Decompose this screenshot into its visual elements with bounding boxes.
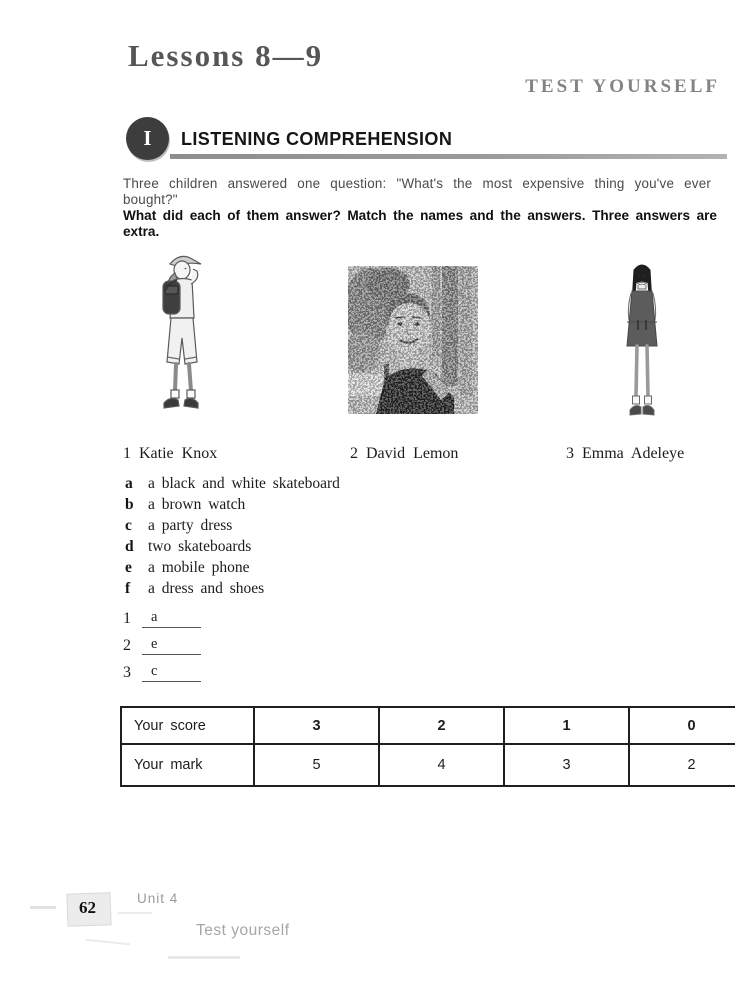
mark-value: 4 <box>379 744 504 786</box>
name-emma <box>566 445 684 463</box>
option-letter: f <box>125 580 131 597</box>
footer-unit: Unit 4 <box>137 891 179 906</box>
name-label: Emma Adeleye <box>582 445 685 462</box>
section-badge <box>126 117 169 160</box>
section-badge-numeral: I <box>143 126 152 150</box>
footer-subtitle: Test yourself <box>196 922 290 939</box>
intro-text: Three children answered one question: "What's the most expensive thing you've ever bought?" <box>123 176 711 207</box>
mark-label: Your mark <box>121 744 254 786</box>
option-text: a mobile phone <box>148 559 250 576</box>
name-number: 1 <box>123 445 131 462</box>
answer-number: 3 <box>123 664 131 681</box>
answer-blank-2: e <box>142 634 201 655</box>
option-letter: a <box>125 475 133 492</box>
answer-blank-1: a <box>142 607 201 628</box>
option-letter: d <box>125 538 134 555</box>
score-value: 2 <box>379 707 504 744</box>
name-label: Katie Knox <box>139 445 218 462</box>
score-row <box>121 707 735 744</box>
option-letter: c <box>125 517 132 534</box>
mark-value: 5 <box>254 744 379 786</box>
mark-value: 2 <box>629 744 735 786</box>
option-letter: e <box>125 559 132 576</box>
girl-in-dress-drawing <box>616 260 668 422</box>
option-c <box>125 517 340 538</box>
scan-smudge <box>168 956 240 959</box>
emma-illustration <box>616 260 668 422</box>
smiling-boy-photo <box>348 266 478 414</box>
answer-options-list <box>125 475 340 601</box>
answer-row-1 <box>123 604 201 628</box>
score-value: 1 <box>504 707 629 744</box>
option-b <box>125 496 340 517</box>
option-text: a black and white skateboard <box>148 475 340 492</box>
name-david <box>350 445 458 463</box>
mark-row <box>121 744 735 786</box>
option-e <box>125 559 340 580</box>
name-label: David Lemon <box>366 445 459 462</box>
task-text: What did each of them answer? Match the names and the answers. Three answers are extra. <box>123 208 717 239</box>
page-title: Lessons 8—9 <box>128 38 324 73</box>
scan-smudge <box>118 912 152 914</box>
page-number: 62 <box>79 898 96 917</box>
option-d <box>125 538 340 559</box>
section-heading: LISTENING COMPREHENSION <box>181 129 453 149</box>
girl-with-backpack-drawing <box>150 250 212 426</box>
katie-illustration <box>150 250 212 426</box>
score-table <box>120 706 735 787</box>
mark-value: 3 <box>504 744 629 786</box>
answer-row-2 <box>123 631 201 655</box>
option-a <box>125 475 340 496</box>
answer-row-3 <box>123 658 201 682</box>
option-text: a brown watch <box>148 496 246 513</box>
score-value: 0 <box>629 707 735 744</box>
score-label: Your score <box>121 707 254 744</box>
option-letter: b <box>125 496 134 513</box>
option-text: a party dress <box>148 517 233 534</box>
option-text: two skateboards <box>148 538 252 555</box>
name-number: 2 <box>350 445 358 462</box>
david-photo <box>348 266 478 414</box>
name-katie <box>123 445 217 463</box>
option-f <box>125 580 340 601</box>
answer-number: 1 <box>123 610 131 627</box>
heading-underline-bar <box>170 154 727 159</box>
test-yourself-stamp: TEST YOURSELF <box>525 76 720 97</box>
name-number: 3 <box>566 445 574 462</box>
scan-smudge <box>30 906 56 909</box>
option-text: a dress and shoes <box>148 580 265 597</box>
answer-blank-3: c <box>142 661 201 682</box>
score-value: 3 <box>254 707 379 744</box>
scan-smudge <box>86 939 130 946</box>
answer-number: 2 <box>123 637 131 654</box>
